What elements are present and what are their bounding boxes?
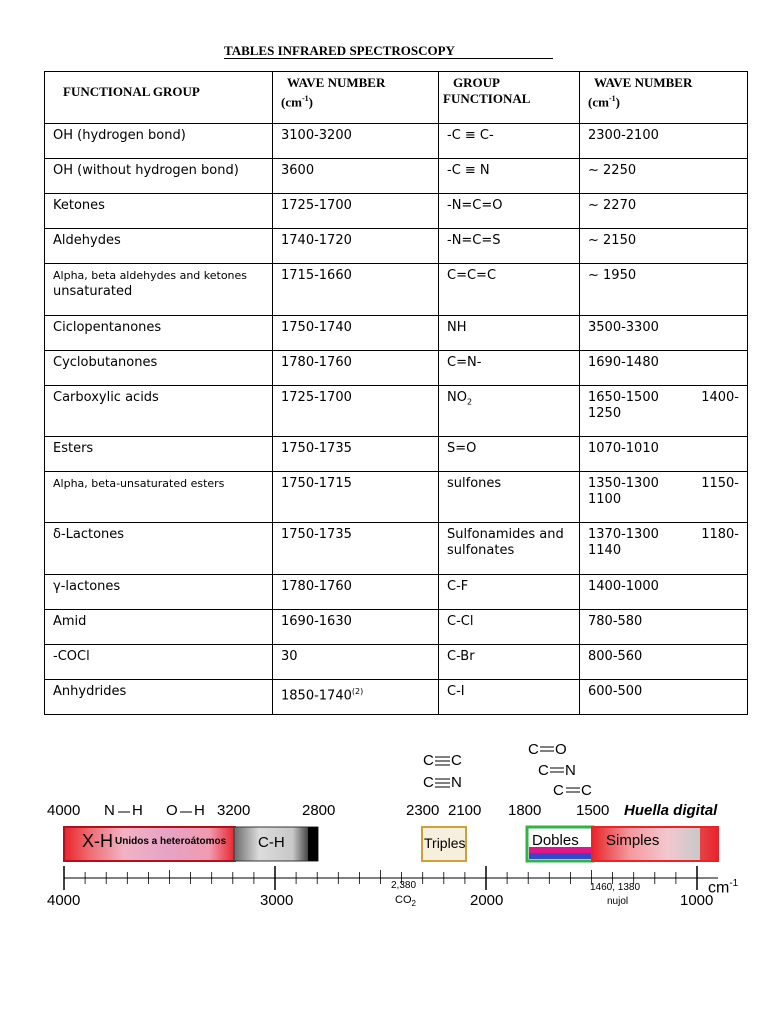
double-bond-cc-symbol bbox=[566, 788, 580, 792]
top-label-4000: 4000 bbox=[47, 802, 81, 819]
xh-band-label: X-H bbox=[82, 831, 113, 851]
table-row: Alpha, beta aldehydes and ketones unsaturated 1715-1660 C=C=C ~ 1950 bbox=[45, 264, 748, 316]
top-label-1800: 1800 bbox=[508, 802, 542, 819]
top-label-2100: 2100 bbox=[448, 802, 482, 819]
double-atom-o: O bbox=[555, 741, 567, 758]
ch-band-label: C-H bbox=[258, 834, 285, 851]
triple-atom-c1: C bbox=[423, 752, 434, 769]
nujol-label: nujol bbox=[607, 896, 629, 907]
double-atom-c2: C bbox=[538, 762, 549, 779]
ir-region-diagram bbox=[0, 730, 768, 980]
top-label-3200: 3200 bbox=[217, 802, 251, 819]
xh-band-sublabel: Unidos a heteroátomos bbox=[115, 836, 227, 847]
document-title: TABLES INFRARED SPECTROSCOPY bbox=[224, 43, 455, 58]
double-atom-c1: C bbox=[528, 741, 539, 758]
fingerprint-label: Huella digital bbox=[624, 802, 718, 819]
table-row: OH (without hydrogen bond) 3600 -C ≡ N ~ 2250 bbox=[45, 159, 748, 194]
double-atom-n: N bbox=[565, 762, 576, 779]
table-row: OH (hydrogen bond) 3100-3200 -C ≡ C- 2300-2100 bbox=[45, 124, 748, 159]
table-row: -COCl 30 C-Br 800-560 bbox=[45, 645, 748, 680]
triple-atom-n: N bbox=[451, 774, 462, 791]
table-row: Amid 1690-1630 C-Cl 780-580 bbox=[45, 610, 748, 645]
table-row: Alpha, beta-unsaturated esters 1750-1715 sulfones 1350-1300 1150- 1100 bbox=[45, 472, 748, 523]
axis-label-4000: 4000 bbox=[47, 892, 81, 909]
axis-label-1000: 1000 bbox=[680, 892, 714, 909]
double-atom-c4: C bbox=[581, 782, 592, 799]
triple-atom-c3: C bbox=[423, 774, 434, 791]
double-atom-c3: C bbox=[553, 782, 564, 799]
double-bond-cn-symbol bbox=[550, 768, 564, 772]
nujol-value: 1460, 1380 bbox=[590, 882, 641, 893]
table-row: Carboxylic acids 1725-1700 $NO_2$ 1650-1500 1400- 1250 bbox=[45, 386, 748, 437]
axis-unit: $cm^{-1}$ bbox=[708, 878, 739, 897]
axis-label-2000: 2000 bbox=[470, 892, 504, 909]
top-label-2300: 2300 bbox=[406, 802, 440, 819]
top-label-n: N bbox=[104, 802, 115, 819]
dobles-band-label: Dobles bbox=[532, 832, 579, 849]
ir-table bbox=[44, 71, 748, 715]
table-row: Ketones 1725-1700 -N=C=O ~ 2270 bbox=[45, 194, 748, 229]
top-label-2800: 2800 bbox=[302, 802, 336, 819]
triple-atom-c2: C bbox=[451, 752, 462, 769]
header-wave-number: WAVE NUMBER $(cm^{-1})$ bbox=[273, 72, 439, 124]
top-label-o: O bbox=[166, 802, 178, 819]
table-row: Aldehydes 1740-1720 -N=C=S ~ 2150 bbox=[45, 229, 748, 264]
axis-label-3000: 3000 bbox=[260, 892, 294, 909]
table-row: δ-Lactones 1750-1735 Sulfonamides and sulfonates 1370-1300 1180- 1140 bbox=[45, 523, 748, 575]
diagram-graphics bbox=[0, 730, 768, 980]
table-row: Ciclopentanones 1750-1740 NH 3500-3300 bbox=[45, 316, 748, 351]
table-row: Cyclobutanones 1780-1760 C=N- 1690-1480 bbox=[45, 351, 748, 386]
co2-label: $CO_2$ bbox=[395, 894, 416, 909]
co2-value: 2,380 bbox=[391, 880, 417, 891]
table-row: Esters 1750-1735 S=O 1070-1010 bbox=[45, 437, 748, 472]
top-label-h2: H bbox=[194, 802, 205, 819]
table-row: γ-lactones 1780-1760 C-F 1400-1000 bbox=[45, 575, 748, 610]
table-row: Anhydrides 1850-1740$^{(2)}$ C-I 600-500 bbox=[45, 680, 748, 715]
table-header-row bbox=[45, 72, 748, 124]
simples-band-label: Simples bbox=[606, 832, 660, 849]
dobles-stripe-blue bbox=[529, 853, 591, 859]
header-wave-number-2: WAVE NUMBER $(cm^{-1})$ bbox=[580, 72, 748, 124]
double-bond-co-symbol bbox=[540, 747, 554, 751]
triple-bond-cn-symbol bbox=[435, 779, 450, 787]
simples-band-edge bbox=[700, 827, 718, 861]
top-label-1500: 1500 bbox=[576, 802, 610, 819]
title-underline bbox=[224, 58, 553, 59]
header-group-functional: GROUP FUNCTIONAL bbox=[439, 72, 580, 124]
triple-bond-cc-symbol bbox=[435, 757, 450, 765]
header-functional-group: FUNCTIONAL GROUP bbox=[45, 72, 273, 124]
ch-band-edge bbox=[308, 827, 318, 861]
triples-band-label: Triples bbox=[424, 835, 466, 851]
top-label-h1: H bbox=[132, 802, 143, 819]
